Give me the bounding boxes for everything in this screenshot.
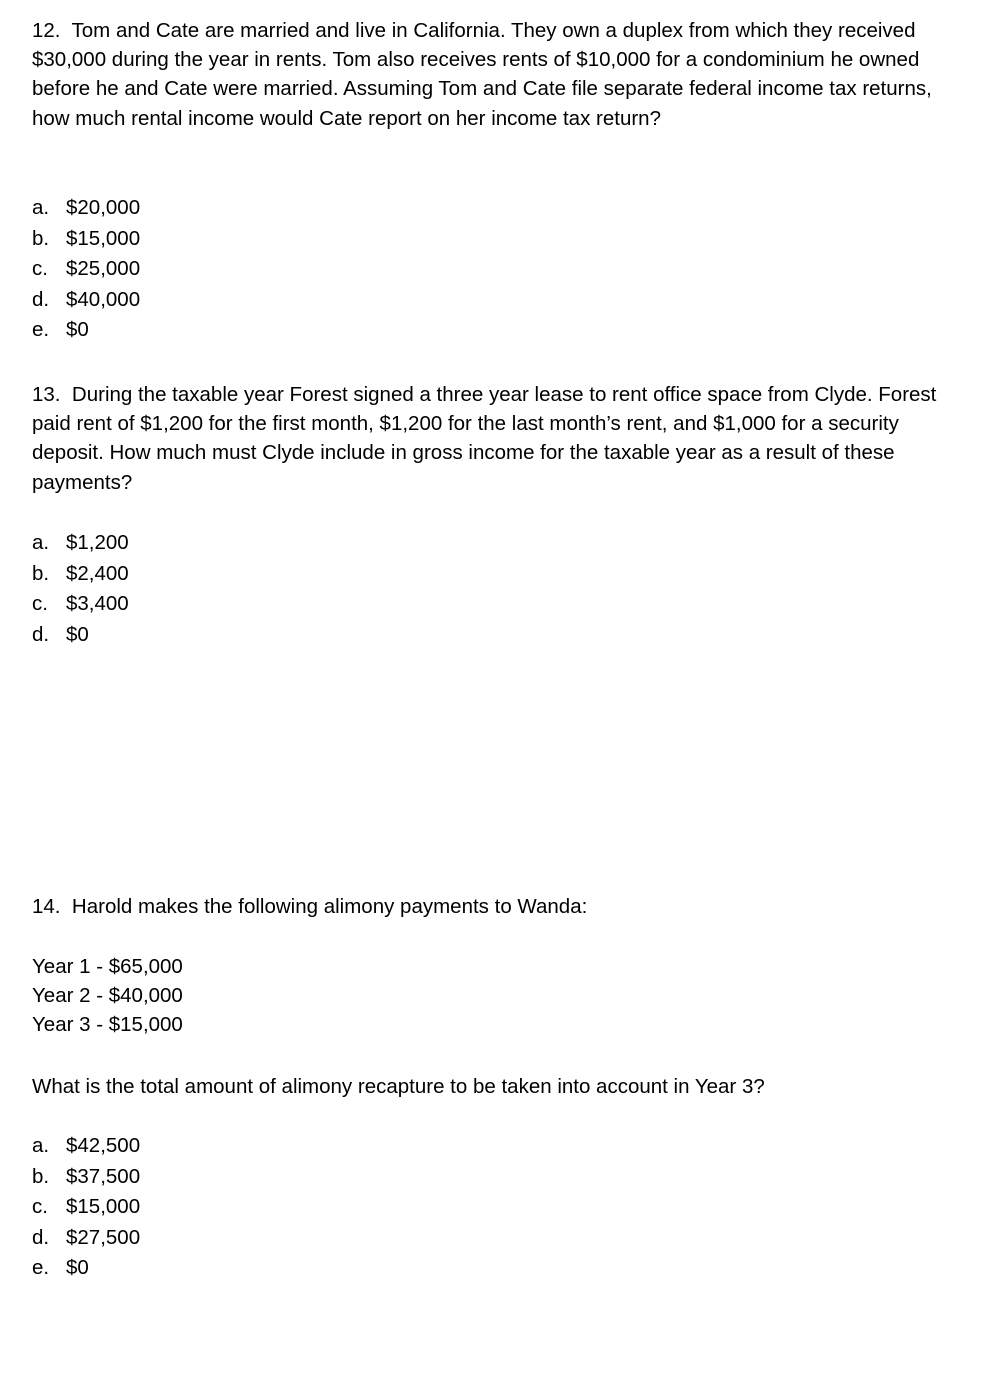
followup-text: What is the total amount of alimony recapture to be taken into account in Year 3? — [32, 1075, 765, 1098]
option-value: $40,000 — [66, 287, 141, 311]
option-letter: b. — [32, 561, 50, 585]
option-letter: a. — [32, 1134, 50, 1157]
option-value: $0 — [66, 318, 89, 342]
option-letter: c. — [32, 257, 48, 281]
option-14-e — [32, 1253, 967, 1284]
option-value: $42,500 — [66, 1134, 141, 1157]
option-13-d — [32, 620, 967, 651]
option-12-c — [32, 254, 967, 285]
option-letter: e. — [32, 318, 50, 342]
option-14-d — [32, 1223, 967, 1254]
option-value: $37,500 — [66, 1164, 141, 1188]
schedule-line: Year 3 - $15,000 — [32, 1013, 183, 1037]
question-14-followup — [32, 1072, 967, 1101]
option-letter: e. — [32, 1256, 50, 1280]
option-letter: c. — [32, 592, 48, 616]
option-value: $3,400 — [66, 592, 129, 616]
question-14-options — [32, 1131, 967, 1284]
option-value: $2,400 — [66, 561, 129, 585]
question-14 — [32, 892, 967, 921]
option-value: $15,000 — [66, 226, 141, 250]
question-14-text — [32, 892, 967, 921]
question-number: 12. — [32, 19, 61, 42]
option-14-c — [32, 1192, 967, 1223]
option-value: $0 — [66, 622, 89, 646]
option-13-b — [32, 559, 967, 590]
option-letter: c. — [32, 1195, 48, 1219]
option-letter: a. — [32, 196, 50, 219]
question-body: Tom and Cate are married and live in California. They own a duplex from which they received $30,000 during the year in rents. Tom also receives rents of $10,000 for a condominium he owned before he and Cate were married. Assuming Tom and Cate file separate federal income tax returns, how much rental income would Cate report on her income tax return? — [32, 19, 932, 130]
option-13-c — [32, 589, 967, 620]
option-14-b — [32, 1162, 967, 1193]
question-13 — [32, 380, 967, 497]
question-12-options — [32, 193, 967, 346]
option-letter: a. — [32, 531, 50, 554]
question-12-text — [32, 16, 967, 133]
question-number: 13. — [32, 383, 61, 406]
option-letter: b. — [32, 1164, 50, 1188]
alimony-schedule — [32, 952, 967, 1040]
option-12-e — [32, 315, 967, 346]
option-12-b — [32, 224, 967, 255]
question-12 — [32, 16, 967, 133]
question-13-options — [32, 528, 967, 650]
question-body: Harold makes the following alimony payments to Wanda: — [71, 895, 588, 918]
option-value: $20,000 — [66, 196, 141, 219]
option-13-a — [32, 528, 967, 559]
option-letter: d. — [32, 287, 50, 311]
question-body: During the taxable year Forest signed a three year lease to rent office space from Clyde. Forest paid rent of $1,200 for the first month, $1,200 for the last month’s rent, and $1,000 for a security deposit. How much must Clyde include in gross income for the taxable year as a result of these payments? — [32, 383, 937, 494]
schedule-line: Year 1 - $65,000 — [32, 955, 183, 978]
option-value: $0 — [66, 1256, 89, 1280]
option-12-d — [32, 285, 967, 316]
option-12-a — [32, 193, 967, 224]
option-value: $15,000 — [66, 1195, 141, 1219]
option-value: $25,000 — [66, 257, 141, 281]
option-letter: d. — [32, 622, 50, 646]
option-letter: b. — [32, 226, 50, 250]
schedule-line: Year 2 - $40,000 — [32, 984, 183, 1008]
option-letter: d. — [32, 1225, 50, 1249]
option-value: $27,500 — [66, 1225, 141, 1249]
option-14-a — [32, 1131, 967, 1162]
option-value: $1,200 — [66, 531, 129, 554]
question-number: 14. — [32, 895, 61, 918]
question-13-text — [32, 380, 967, 497]
